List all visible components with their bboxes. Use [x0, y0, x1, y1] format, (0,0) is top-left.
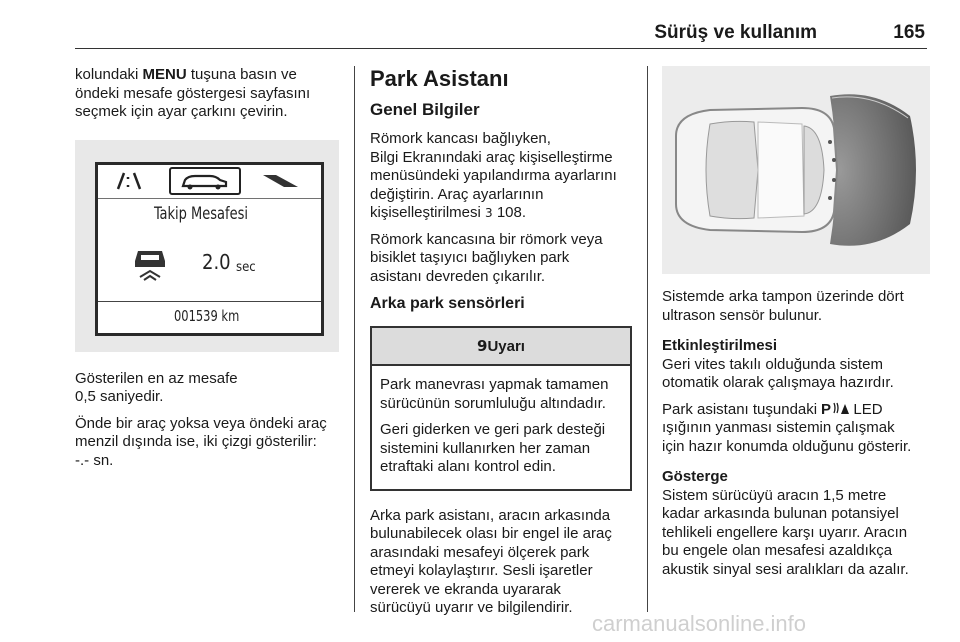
column-1 [75, 66, 343, 478]
roof [758, 122, 804, 218]
page-header [75, 18, 927, 48]
activation-line-2: otomatik olarak çalışmaya hazırdır. [662, 374, 894, 391]
display-screen [95, 162, 324, 336]
column-divider-1 [354, 66, 355, 612]
warning-header [372, 328, 630, 366]
rear-line-3: arasındaki mesafeyi ölçerek park [370, 543, 590, 561]
park-assist-icon [821, 401, 849, 415]
page-ref-link[interactable]: 108. [496, 204, 527, 221]
trailer-line-1: Römork kancası bağlıyken, [370, 130, 551, 147]
odometer: 001539 km [174, 306, 240, 325]
indicator-line-4: bu engele olan mesafesi azaldıkça [662, 542, 893, 559]
led-line-3: için hazır konumda olduğunu gösterir. [662, 437, 912, 455]
trailer-paragraph [370, 130, 634, 223]
indicator-line-1: Sistem sürücüyü aracın 1,5 metre [662, 486, 887, 504]
activation-title: Etkinleştirilmesi [662, 337, 778, 354]
trailer-line-3: menüsündeki yapılandırma ayarlarını [370, 167, 617, 184]
rear-line-5: vererek ve ekranda uyararak [370, 580, 561, 598]
column-3 [662, 66, 930, 587]
header-title: Sürüş ve kullanım [654, 22, 817, 43]
column-divider-2 [647, 66, 648, 612]
svg-text:P: P [821, 400, 832, 415]
min-distance-line-1: Gösterilen en az mesafe [75, 369, 238, 387]
car-tab-frame [170, 168, 240, 194]
car-top-view [662, 66, 930, 274]
activation-paragraph [662, 337, 930, 393]
indicator-line-2: kadar arkasında bulunan potansiyel [662, 505, 899, 522]
section-heading: Park Asistanı [370, 66, 509, 91]
bike-line-2: bisiklet taşıyıcı bağlıyken park [370, 249, 570, 266]
warning-line-1: Park manevrası yapmak tamamen [380, 376, 609, 393]
distance-display-illustration [75, 140, 339, 352]
warning-line-3: Geri giderken ve geri park desteği [380, 421, 606, 438]
display-title: Takip Mesafesi [154, 203, 248, 224]
menu-keyword: MENU [142, 66, 187, 83]
bike-line-1: Römork kancasına bir römork veya [370, 230, 603, 248]
rear-assist-paragraph [370, 507, 634, 618]
column-2 [370, 66, 634, 626]
warning-paragraph-2 [380, 421, 622, 477]
warning-box [370, 326, 632, 491]
windshield [706, 121, 758, 218]
trailer-line-2: Bilgi Ekranındaki araç kişiselleştirme [370, 148, 613, 166]
led-line-2: ışığının yanması sistemin çalışmak [662, 419, 895, 436]
intro-text-pre: kolundaki [75, 66, 143, 83]
no-vehicle-line-3: -.- sn. [75, 451, 114, 469]
warning-paragraph-1 [380, 376, 622, 413]
trailer-line-4: değiştirin. Araç ayarlarının [370, 185, 544, 203]
watermark: carmanualsonline.info [592, 611, 807, 636]
rear-line-1: Arka park asistanı, aracın arkasında [370, 506, 611, 524]
car-sensor-illustration [662, 66, 930, 274]
bike-line-3: asistanı devreden çıkarılır. [370, 267, 546, 285]
subsection-heading: Genel Bilgiler [370, 100, 480, 119]
following-car-icon [132, 247, 168, 281]
intro-line-3: seçmek için ayar çarkını çevirin. [75, 103, 288, 120]
indicator-paragraph [662, 468, 930, 579]
indicator-title: Gösterge [662, 468, 728, 485]
led-line-pre: Park asistanı tuşundaki [662, 400, 822, 418]
no-vehicle-line-2: menzil dışında ise, iki çizgi gösterilir: [75, 433, 317, 450]
warning-title: Uyarı [487, 338, 525, 355]
warning-line-2: sürücünün sorumluluğu altındadır. [380, 394, 606, 412]
lane-icon [118, 173, 140, 189]
warning-icon: 9 [477, 337, 488, 355]
led-paragraph [662, 401, 930, 457]
bike-carrier-paragraph [370, 231, 634, 287]
warning-line-4: sistemini kullanırken her zaman [380, 439, 591, 457]
sensors-line-2: ultrason sensör bulunur. [662, 306, 823, 324]
rear-sensors-heading: Arka park sensörleri [370, 295, 525, 312]
min-distance-paragraph [75, 370, 343, 407]
page-number: 165 [893, 22, 925, 43]
trailer-line-5: kişiselleştirilmesi [370, 204, 486, 221]
rear-line-4: etmeyi kolaylaştırır. Sesli işaretler [370, 562, 593, 579]
page-ref-arrow-icon: 3 [485, 206, 493, 220]
display-divider [98, 301, 321, 302]
led-line-post: LED [849, 400, 883, 418]
road-icon [263, 175, 298, 187]
warning-body [372, 366, 630, 489]
rear-line-2: bulunabilecek olası bir engel ile araç [370, 525, 612, 542]
header-rule [75, 48, 927, 49]
warning-line-5: etraftaki alanı kontrol edin. [380, 458, 556, 475]
distance-unit: sec [236, 259, 256, 275]
rear-line-6: sürücüyü uyarır ve bilgilendirir. [370, 599, 573, 616]
sensor-detection-zone [830, 94, 916, 246]
intro-line-2: öndeki mesafe göstergesi sayfasını [75, 84, 311, 102]
indicator-line-5: akustik sinyal sesi aralıkları da azalır. [662, 560, 909, 578]
no-vehicle-line-1: Önde bir araç yoksa veya öndeki araç [75, 414, 327, 432]
sensors-paragraph [662, 288, 930, 325]
no-vehicle-paragraph [75, 415, 343, 471]
intro-paragraph [75, 66, 343, 122]
intro-text-post: tuşuna basın ve [186, 66, 297, 83]
sensors-line-1: Sistemde arka tampon üzerinde dört [662, 288, 904, 305]
min-distance-line-2: 0,5 saniyedir. [75, 388, 164, 405]
activation-line-1: Geri vites takılı olduğunda sistem [662, 355, 883, 373]
distance-value: 2.0 [202, 249, 231, 274]
indicator-line-3: tehlikeli engellere karşı uyarır. Aracın [662, 523, 908, 541]
display-top-icons [98, 165, 321, 199]
